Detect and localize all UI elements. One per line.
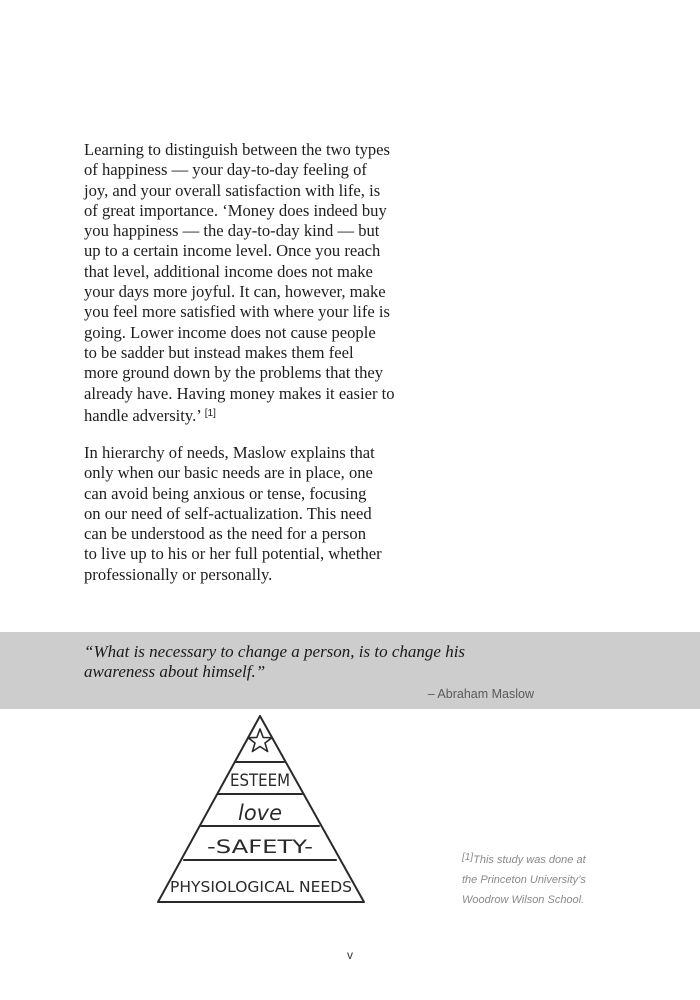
text-line: to be sadder but instead makes them feel xyxy=(84,342,354,362)
footnote-line: the Princeton University’s xyxy=(462,874,586,886)
text-line: can be understood as the need for a person xyxy=(84,524,366,544)
pyramid-level-esteem: ESTEEM xyxy=(230,771,290,791)
footnote-marker: [1] xyxy=(462,852,474,863)
page-number: v xyxy=(347,948,353,962)
text-line-content: handle adversity.’ xyxy=(84,405,201,425)
text-line: more ground down by the problems that they xyxy=(84,363,384,383)
text-line: can avoid being anxious or tense, focusing xyxy=(84,483,367,503)
text-line: your days more joyful. It can, however, make xyxy=(84,282,386,302)
pyramid-level-love: love xyxy=(237,801,283,825)
text-line: going. Lower income does not cause people xyxy=(84,322,376,342)
text-line: joy, and your overall satisfaction with life, is xyxy=(84,180,381,200)
paragraph-maslow xyxy=(84,443,464,585)
text-line: of happiness — your day-to-day feeling of xyxy=(84,160,367,180)
text-line-last xyxy=(84,404,464,426)
text-line: that level, additional income does not make xyxy=(84,261,373,281)
quote-band xyxy=(0,632,700,709)
text-line: of great importance. ‘Money does indeed buy xyxy=(84,200,387,220)
text-line: In hierarchy of needs, Maslow explains that xyxy=(84,443,375,462)
pyramid-level-safety: -SAFETY- xyxy=(207,836,313,858)
quote-text xyxy=(84,642,465,682)
quote-author: – Abraham Maslow xyxy=(427,687,534,701)
footnote-text: This study was done at xyxy=(473,854,586,866)
footnote-line xyxy=(462,848,662,870)
text-line: up to a certain income level. Once you reach xyxy=(84,241,381,261)
maslow-pyramid-illustration xyxy=(148,712,374,912)
text-line: Learning to distinguish between the two types xyxy=(84,140,391,159)
footnote xyxy=(462,848,662,910)
quote-line: “What is necessary to change a person, is to change his xyxy=(84,642,466,661)
text-line: you feel more satisfied with where your life is xyxy=(84,302,390,322)
text-line: professionally or personally. xyxy=(84,564,273,584)
text-line: already have. Having money makes it easier to xyxy=(84,383,395,403)
footnote-line: Woodrow Wilson School. xyxy=(462,894,585,906)
text-line: to live up to his or her full potential, whether xyxy=(84,544,382,564)
text-line: you happiness — the day-to-day kind — but xyxy=(84,221,380,241)
pyramid-level-physiological: PHYSIOLOGICAL NEEDS xyxy=(170,878,352,896)
text-line: on our need of self-actualization. This need xyxy=(84,503,372,523)
quote-line: awareness about himself.” xyxy=(84,662,266,681)
paragraph-happiness xyxy=(84,140,464,426)
text-line: only when our basic needs are in place, one xyxy=(84,463,373,483)
footnote-reference[interactable]: [1] xyxy=(204,407,216,419)
